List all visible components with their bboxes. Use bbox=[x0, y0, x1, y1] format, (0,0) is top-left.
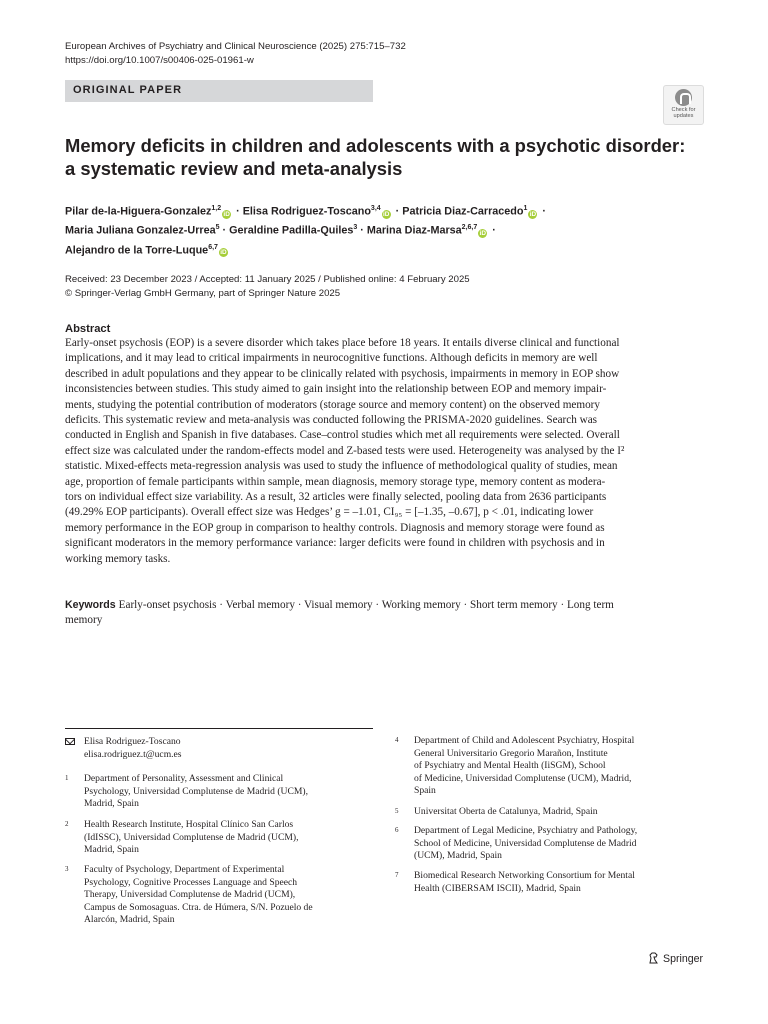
affiliation-line: Department of Personality, Assessment and Clinical bbox=[84, 773, 284, 784]
abstract-line: conducted in English and Spanish in five databases. Case–control studies which met all requirements were selected. Overall bbox=[65, 429, 620, 442]
abstract-line: inconsistencies between studies. This study aimed to gain insight into the relationship between EOP and memory impair- bbox=[65, 383, 607, 396]
affiliation-5 bbox=[395, 806, 705, 820]
abstract-line: statistic. Mixed-effects meta-regression analysis was used to study the influence of methodological quality of studies, mean bbox=[65, 460, 618, 473]
affiliation-4 bbox=[395, 735, 705, 801]
affiliation-number: 5 bbox=[395, 807, 399, 815]
affiliation-number: 4 bbox=[395, 736, 399, 744]
orcid-icon[interactable]: iD bbox=[223, 210, 230, 218]
orcid-icon[interactable]: iD bbox=[220, 249, 227, 257]
author-name[interactable]: Geraldine Padilla-Quiles bbox=[229, 224, 354, 237]
history-dates: Received: 23 December 2023 / Accepted: 11 January 2025 / Published online: 4 February 2025 bbox=[65, 274, 470, 285]
affiliation-line: School of Medicine, Universidad Complutense de Madrid bbox=[414, 837, 637, 849]
affiliation-line: of Psychiatry and Mental Health (IiSGM), School bbox=[414, 760, 606, 772]
affiliation-line: Madrid, Spain bbox=[84, 844, 139, 856]
affiliation-line: Biomedical Research Networking Consortium for Mental bbox=[414, 870, 635, 881]
affiliation-line: Alarcón, Madrid, Spain bbox=[84, 914, 175, 926]
doi-link[interactable]: https://doi.org/10.1007/s00406-025-01961-w bbox=[65, 55, 254, 66]
affiliation-line: Campus de Somosaguas. Ctra. de Húmera, S/N. Pozuelo de bbox=[84, 901, 313, 913]
affiliation-line: Health (CIBERSAM ISCII), Madrid, Spain bbox=[414, 882, 581, 894]
affiliation-3 bbox=[65, 864, 375, 930]
abstract-line: deficits. This systematic review and meta-analysis was conducted following the PRISMA-2020 guidelines. Search was bbox=[65, 414, 598, 427]
abstract-line: implications, and it may lead to critical impairments in neurocognitive functions. Although deficits in memory are well bbox=[65, 352, 598, 365]
author-affiliation: 1,2 bbox=[211, 205, 222, 212]
author-affiliation: 3 bbox=[353, 224, 358, 232]
title-line-1: Memory deficits in children and adolescents with a psychotic disorder: bbox=[65, 135, 686, 156]
affiliation-number: 1 bbox=[65, 774, 69, 782]
abstract-line: (49.29% EOP participants). Overall effect size was Hedges’ g = –1.01, CI₉₅ = [–1.35, –0.67], p < .01, indicating lower bbox=[65, 506, 594, 519]
journal-citation: European Archives of Psychiatry and Clinical Neuroscience (2025) 275:715–732 bbox=[65, 41, 406, 52]
affiliation-line: Department of Child and Adolescent Psychiatry, Hospital bbox=[414, 735, 635, 746]
affiliation-number: 6 bbox=[395, 826, 399, 834]
section-label: ORIGINAL PAPER bbox=[73, 84, 183, 96]
author-line-2: Maria Juliana Gonzalez-Urrea$^5$ · Geraldine Padilla-Quiles$^3$ · Marina Diaz-Marsa$^{2,6,7}$iD · bbox=[65, 224, 496, 237]
publication-dates bbox=[65, 273, 470, 301]
author-affiliation: 5 bbox=[215, 224, 220, 232]
orcid-icon[interactable]: iD bbox=[479, 229, 486, 237]
affiliation-line: Spain bbox=[414, 785, 436, 797]
affiliation-line: Psychology, Cognitive Processes Language and Speech bbox=[84, 876, 298, 888]
author-name[interactable]: Alejandro de la Torre-Luque bbox=[65, 244, 209, 257]
orcid-icon[interactable]: iD bbox=[529, 210, 537, 218]
affiliation-line: Universitat Oberta de Catalunya, Madrid, Spain bbox=[414, 806, 598, 817]
check-for-updates-button[interactable] bbox=[663, 85, 704, 125]
correspondence-email[interactable]: elisa.rodriguez.t@ucm.es bbox=[84, 748, 182, 760]
footnote-divider bbox=[65, 728, 373, 729]
springer-logo bbox=[648, 952, 703, 965]
affiliation-number: 7 bbox=[395, 871, 399, 879]
affiliation-line: Faculty of Psychology, Department of Experimental bbox=[84, 864, 285, 875]
author-affiliation: 1 bbox=[523, 205, 528, 212]
abstract-line: significant moderators in the memory performance variance: larger deficits were found in children with psychosis and in bbox=[65, 537, 605, 550]
check-for-updates-icon bbox=[675, 89, 692, 106]
author-list bbox=[65, 201, 705, 259]
author-name[interactable]: Marina Diaz-Marsa bbox=[366, 224, 462, 237]
author-affiliation: 6,7 bbox=[208, 243, 218, 251]
affiliation-line: Health Research Institute, Hospital Clínico San Carlos bbox=[84, 819, 294, 830]
abstract-line: working memory tasks. bbox=[65, 552, 171, 565]
abstract-line: memory performance in the EOP group in comparison to healthy controls. Diagnosis and memory storage were found as bbox=[65, 521, 605, 534]
abstract-line: effect size was calculated under the random-effects model and Z-based tests were used. Heterogeneity was analysed by the I² bbox=[65, 444, 625, 457]
author-name[interactable]: Maria Juliana Gonzalez-Urrea bbox=[65, 224, 216, 237]
abstract-line: Early-onset psychosis (EOP) is a severe disorder which takes place before 18 years. It entails diverse clinical and functional bbox=[65, 337, 620, 349]
affiliation-1 bbox=[65, 773, 375, 813]
section-label-bar bbox=[65, 80, 373, 102]
abstract-line: ments, studying the potential contribution of moderators (storage source and memory content) on the observed memory bbox=[65, 398, 601, 411]
affiliation-number: 3 bbox=[65, 865, 69, 873]
keywords-heading: Keywords bbox=[65, 599, 116, 611]
affiliation-line: General Universitario Gregorio Marañon, Institute bbox=[414, 747, 608, 759]
springer-horse-icon bbox=[648, 952, 659, 964]
correspondence-footnote bbox=[65, 736, 375, 764]
author-name[interactable]: Pilar de-la-Higuera-Gonzalez bbox=[65, 205, 212, 218]
abstract-heading: Abstract bbox=[65, 323, 111, 335]
affiliation-line: Madrid, Spain bbox=[84, 798, 139, 810]
author-line-3 bbox=[65, 240, 705, 259]
author-affiliation: 3,4 bbox=[370, 205, 381, 212]
keywords bbox=[65, 598, 703, 629]
affiliation-7 bbox=[395, 870, 705, 898]
paper-title bbox=[65, 134, 705, 180]
affiliation-line: Department of Legal Medicine, Psychiatry and Pathology, bbox=[414, 825, 638, 836]
copyright-line: © Springer-Verlag GmbH Germany, part of Springer Nature 2025 bbox=[65, 288, 341, 299]
check-updates-line2: updates bbox=[673, 113, 694, 120]
publisher-name: Springer bbox=[663, 953, 704, 965]
affiliation-2 bbox=[65, 819, 375, 859]
author-line-1: Pilar de-la-Higuera-Gonzalez$^{1,2}$iD · Elisa Rodriguez-Toscano$^{3,4}$iD · Patricia Diaz-Carracedo$^1$iD · bbox=[65, 205, 546, 218]
affiliation-line: (IdISSC), Universidad Complutense de Madrid (UCM), bbox=[84, 831, 299, 843]
title-line-2: a systematic review and meta-analysis bbox=[65, 158, 403, 179]
affiliation-line: Therapy, Universidad Complutense de Madrid (UCM), bbox=[84, 889, 296, 901]
author-name[interactable]: Elisa Rodriguez-Toscano bbox=[242, 205, 371, 218]
abstract-body bbox=[65, 336, 703, 567]
envelope-icon bbox=[65, 738, 75, 745]
author-name[interactable]: Patricia Diaz-Carracedo bbox=[402, 205, 524, 218]
abstract-line: age, proportion of female participants within sample, mean diagnosis, memory storage type, memory content as modera- bbox=[65, 475, 606, 488]
keywords-list-continued: memory bbox=[65, 614, 103, 627]
affiliation-number: 2 bbox=[65, 820, 69, 828]
affiliation-line: (UCM), Madrid, Spain bbox=[414, 850, 502, 862]
keywords-list: Early-onset psychosis · Verbal memory · Visual memory · Working memory · Short term memory · Long term bbox=[118, 599, 614, 611]
abstract-line: tors on individual effect size variability. As a result, 32 articles were finally selected, pooling data from 2636 participants bbox=[65, 491, 607, 504]
orcid-icon[interactable]: iD bbox=[382, 210, 390, 218]
author-affiliation: 2,6,7 bbox=[461, 224, 478, 232]
abstract-line: described in adult populations and they appear to be clinically related with psychosis, impairments in memory in EOP show bbox=[65, 367, 620, 380]
check-updates-line1: Check for bbox=[671, 107, 696, 113]
affiliation-line: of Medicine, Universidad Complutense (UCM), Madrid, bbox=[414, 772, 632, 784]
correspondence-name: Elisa Rodriguez-Toscano bbox=[84, 736, 181, 747]
affiliation-line: Psychology, Universidad Complutense de Madrid (UCM), bbox=[84, 785, 309, 797]
affiliation-6 bbox=[395, 825, 705, 865]
